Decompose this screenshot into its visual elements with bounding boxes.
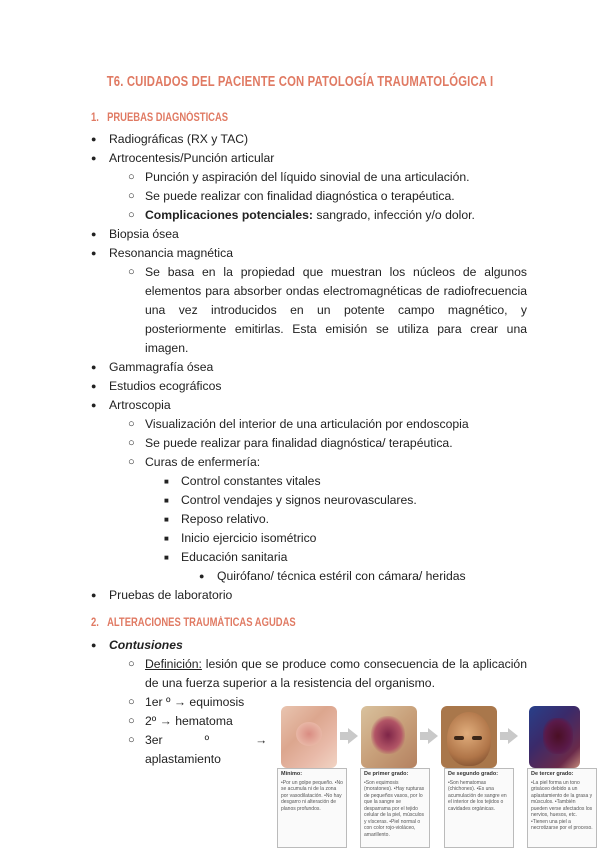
card-text: •Por un golpe pequeño. •No se acumula ni de la zona por vasodilatación. •No hay desgarro ni alteración de planos profundos. <box>281 779 343 812</box>
text-line: posteriormente emitirlas. Esta emisión se utiliza para crear una <box>145 322 527 336</box>
card-title: Mínimo: <box>281 771 303 777</box>
list-item: ● Artrocentesis/Punción articular <box>109 149 274 168</box>
list-item: ○ Visualización del interior de una articulación por endoscopia <box>145 415 469 434</box>
grade-card <box>444 768 514 848</box>
list-item: ● Pruebas de laboratorio <box>109 586 232 605</box>
contusion-first-degree-photo <box>361 706 417 768</box>
definition-label: Definición: <box>145 657 202 671</box>
card-title: De tercer grado: <box>531 771 574 777</box>
text-line: imagen. <box>145 341 189 355</box>
list-item: ■ Inicio ejercicio isométrico <box>181 529 316 548</box>
list-item: ● Contusiones <box>109 636 183 655</box>
list-item: ● Resonancia magnética <box>109 244 233 263</box>
list-item <box>145 731 267 750</box>
list-item: ■ Control constantes vitales <box>181 472 321 491</box>
section-heading-2 <box>91 617 296 629</box>
complications-text: sangrado, infección y/o dolor. <box>312 208 475 222</box>
list-item: ■ Reposo relativo. <box>181 510 269 529</box>
card-text: •Son equimosis (moratones). •Hay rupturas de pequeños vasos, por lo que la sangre se desparrama por el tejido celular de la piel, músculos y vísceras. •Piel normal o con color rojo-violáceo, amarillento. <box>364 779 425 838</box>
list-item: ○ Se puede realizar para finalidad diagnóstica/ terapéutica. <box>145 434 453 453</box>
section-title: PRUEBAS DIAGNÓSTICAS <box>107 112 229 124</box>
card-text: •Son hematomas (chichones). •Es una acumulación de sangre en el interior de los tejidos o cavidades orgánicas. <box>448 779 507 812</box>
list-item: ● Quirófano/ técnica estéril con cámara/ heridas <box>217 567 466 586</box>
list-item: ● Estudios ecográficos <box>109 377 221 396</box>
definition-text: lesión que se produce como consecuencia de la aplicación <box>201 657 527 671</box>
list-item: ○ 1er º → equimosis <box>145 693 244 712</box>
grade-3-arrow: → <box>255 733 268 747</box>
list-item: ○ Se puede realizar con finalidad diagnóstica o terapéutica. <box>145 187 455 206</box>
contusion-minimal-photo <box>281 706 337 768</box>
list-item: ● Artroscopia <box>109 396 171 415</box>
grade-card <box>277 768 347 848</box>
list-item: ○ Curas de enfermería: <box>145 453 260 472</box>
section-heading-1 <box>91 112 228 124</box>
card-text: •La piel forma un tono grisáceo debido a un aplastamiento de la grasa y músculos. •También pueden verse afectados los nervios, huesos, etc. •Tienen una piel a necrotizarse por el proceso. <box>531 779 593 831</box>
list-item: ● Biopsia ósea <box>109 225 179 244</box>
section-title: ALTERACIONES TRAUMÁTICAS AGUDAS <box>107 617 296 629</box>
arrow-right-icon <box>428 728 438 744</box>
complications-label: Complicaciones potenciales: <box>145 208 313 222</box>
list-item: ■ Control vendajes y signos neurovasculares. <box>181 491 417 510</box>
list-item: ○ Punción y aspiración del líquido sinovial de una articulación. <box>145 168 470 187</box>
grade-card <box>527 768 597 848</box>
text-line: aplastamiento <box>145 752 221 766</box>
text-line: elementos para absorber ondas electromagnéticas de radiofrecuencia <box>145 284 527 298</box>
list-item: ■ Educación sanitaria <box>181 548 287 567</box>
text-line: de una fuerza superior a la resistencia del organismo. <box>145 676 435 690</box>
arrow-right-icon <box>508 728 518 744</box>
list-item: ● Gammagrafía ósea <box>109 358 213 377</box>
list-item: ○ 2º → hematoma <box>145 712 233 731</box>
contusion-second-degree-photo <box>441 706 497 768</box>
grade-card <box>360 768 430 848</box>
text-line: una vez introducidos en un potente campo magnético, y <box>145 303 527 317</box>
list-item <box>145 206 475 225</box>
card-title: De segundo grado: <box>448 771 499 777</box>
grade-3-label: 3er <box>145 733 163 747</box>
list-item: ○ Se basa en la propiedad que muestran los núcleos de algunos <box>145 263 527 282</box>
list-item <box>145 655 527 674</box>
grade-3-degree: º <box>204 733 210 747</box>
section-number: 1. <box>91 112 99 124</box>
card-title: De primer grado: <box>364 771 409 777</box>
section-number: 2. <box>91 617 99 629</box>
arrow-right-icon <box>348 728 358 744</box>
list-item: ● Radiográficas (RX y TAC) <box>109 130 248 149</box>
contusion-third-degree-photo <box>529 706 580 768</box>
page-title: T6. CUIDADOS DEL PACIENTE CON PATOLOGÍA TRAUMATOLÓGICA I <box>106 74 494 90</box>
